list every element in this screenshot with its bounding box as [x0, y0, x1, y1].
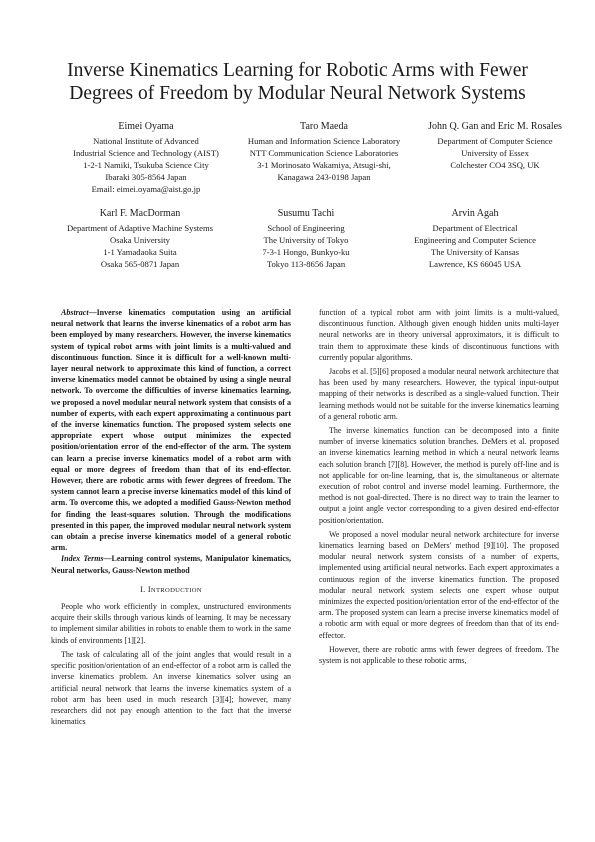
affiliation-line: Human and Information Science Laboratory	[247, 136, 401, 146]
section-heading	[51, 584, 291, 596]
author-block	[411, 121, 579, 171]
author-block	[48, 121, 244, 195]
body-paragraph: However, there are robotic arms with fewer degrees of freedom. The system is not applicable to these robotic arms,	[319, 644, 559, 666]
author-name: Arvin Agah	[451, 208, 499, 219]
affiliation-line: Lawrence, KS 66045 USA	[428, 259, 522, 269]
affiliation-line: School of Engineering	[267, 223, 345, 233]
affiliation-line: 1-2-1 Namiki, Tsukuba Science City	[83, 160, 209, 170]
affiliation-line: 3-1 Morinosato Wakamiya, Atsugi-shi,	[257, 160, 391, 170]
affiliation-line: Tokyo 113-8656 Japan	[266, 259, 346, 269]
affiliation-line: Kanagawa 243-0198 Japan	[277, 172, 371, 182]
affiliation-line: Ibaraki 305-8564 Japan	[105, 172, 187, 182]
affiliation-line: Department of Adaptive Machine Systems	[66, 223, 214, 233]
author-block	[390, 208, 560, 270]
abstract-text: —Inverse kinematics computation using an artificial neural network that learns the inverse kinematics of a robot arm has been employed by many researchers. However, the inverse kinematics system of typical robot arms with joint limits is a multi-valued and discontinuous function. Since it is difficult for a well-known multi-layer neural network to approximate this kind of function, a correct inverse kinematics model cannot be obtained by using a single neural network. To overcome the difficulties of inverse kinematics learning, we proposed a novel modular neural network system that consists of a number of experts, with each expert approximating a continuous part of the inverse kinematics function. The proposed system selects one appropriate expert whose output minimizes the expected position/orientation error of the end-effector of the arm. The system can learn a precise inverse kinematics model of a robot arm with equal or more degrees of freedom than that of its end-effector. However, there are robotic arms with fewer degrees of freedom. The system cannot learn a precise inverse kinematics model of this kind of arm. To overcome this, we adopted a modified Gauss-Newton method for finding the least-squares solution. Through the modifications presented in this paper, the improved modular neural network system can obtain a precise inverse kinematics model of a general robotic arm.	[51, 308, 291, 553]
body-paragraph: We proposed a novel modular neural network architecture for inverse kinematics learning based on DeMers' method [9][10]. The proposed modular neural network system consists of a number of experts, implemented using artificial neural networks. Each expert approximates a continuous region of the inverse kinematics function. The proposed modular neural network system selects one expert whose output minimizes the expected position/orientation error of the end-effector of the arm. The proposed system can learn a precise inverse kinematics model of a robotic arm with equal or more degrees of freedom than that of its end-effector.	[319, 529, 559, 640]
right-column	[319, 307, 559, 666]
body-paragraph: Jacobs et al. [5][6] proposed a modular neural network architecture that has been used by many researchers. However, the typical input-output mapping of their networks is described as a single-valued function. Their learning methods would not be suitable for the inverse kinematics learning of a general robotic arm.	[319, 367, 559, 421]
affiliation-line: 7-3-1 Hongo, Bunkyo-ku	[262, 247, 350, 257]
author-email: Email: eimei.oyama@aist.go.jp	[91, 184, 201, 194]
affiliation-line: Department of Electrical	[432, 223, 518, 233]
affiliation-line: 1-1 Yamadaoka Suita	[103, 247, 177, 257]
section-initial: I	[147, 584, 151, 594]
affiliation-line: Colchester CO4 3SQ, UK	[450, 160, 540, 170]
author-name: Eimei Oyama	[118, 121, 174, 132]
title-line: Degrees of Freedom by Modular Neural Network Systems	[69, 83, 526, 104]
author-block	[42, 208, 238, 270]
abstract-label: Abstract	[61, 308, 89, 317]
affiliation-line: NTT Communication Science Laboratories	[249, 148, 399, 158]
paper-title	[40, 59, 555, 105]
affiliation-line: University of Essex	[461, 148, 529, 158]
author-name: Karl F. MacDorman	[99, 208, 181, 219]
affiliation-line: Osaka 565-0871 Japan	[100, 259, 180, 269]
abstract	[51, 307, 291, 553]
index-terms-label: Index Terms	[61, 554, 104, 564]
index-terms	[51, 553, 291, 575]
affiliation-line: Industrial Science and Technology (AIST)	[73, 148, 219, 158]
title-line: Inverse Kinematics Learning for Robotic Arms with Fewer	[67, 60, 528, 81]
body-paragraph: The task of calculating all of the joint angles that would result in a specific position/orientation of an end-effector of a robot arm is called the inverse kinematics problem. An inverse kinematics solver using an artificial neural network that learns the inverse kinematics system of a robot arm has been used in much research [3][4]; however, many researchers did not pay enough attention to the fact that the inverse kinematics	[51, 649, 291, 727]
affiliation-line: The University of Kansas	[430, 247, 520, 257]
affiliation-line: The University of Tokyo	[263, 235, 349, 245]
affiliation-line: Department of Computer Science	[437, 136, 553, 146]
affiliation-line: Osaka University	[110, 235, 170, 245]
index-terms-text: —Learning control systems, Manipulator kinematics, Neural networks, Gauss-Newton method	[51, 554, 292, 575]
body-paragraph: function of a typical robot arm with joint limits is a multi-valued, discontinuous function. Although given enough hidden units multi-layer neural networks are in theory universal approximators, it is difficult to train them to approximate these kinds of discontinuous functions with currently popular algorithms.	[319, 308, 559, 362]
left-column	[51, 307, 291, 727]
body-paragraph: The inverse kinematics function can be decomposed into a finite number of inverse kinematics solution branches. DeMers et al. proposed an inverse kinematics learning method in which a neural network learns each solution branch [7][8]. However, the method is purely off-line and is not applicable for on-line learning, that is, the simultaneous or alternate execution of robot control and inverse model learning. Furthermore, the method is not goal-directed. There is no direct way to train the learner to output a joint angle vector corresponding to a given desired end-effector position/orientation.	[319, 426, 559, 525]
section-title-rest: NTRODUCTION	[150, 586, 202, 594]
author-block	[228, 121, 420, 183]
body-paragraph: People who work efficiently in complex, unstructured environments acquire their skills through various kinds of learning. It may be necessary to implement similar abilities in robots to enable them to work in the same kinds of environments [1][2].	[51, 602, 291, 645]
section-number: I.	[140, 584, 146, 594]
author-name: John Q. Gan and Eric M. Rosales	[428, 121, 562, 132]
author-name: Susumu Tachi	[277, 208, 335, 219]
author-block	[236, 208, 376, 270]
author-name: Taro Maeda	[300, 121, 348, 132]
affiliation-line: Engineering and Computer Science	[414, 235, 536, 245]
affiliation-line: National Institute of Advanced	[93, 136, 199, 146]
